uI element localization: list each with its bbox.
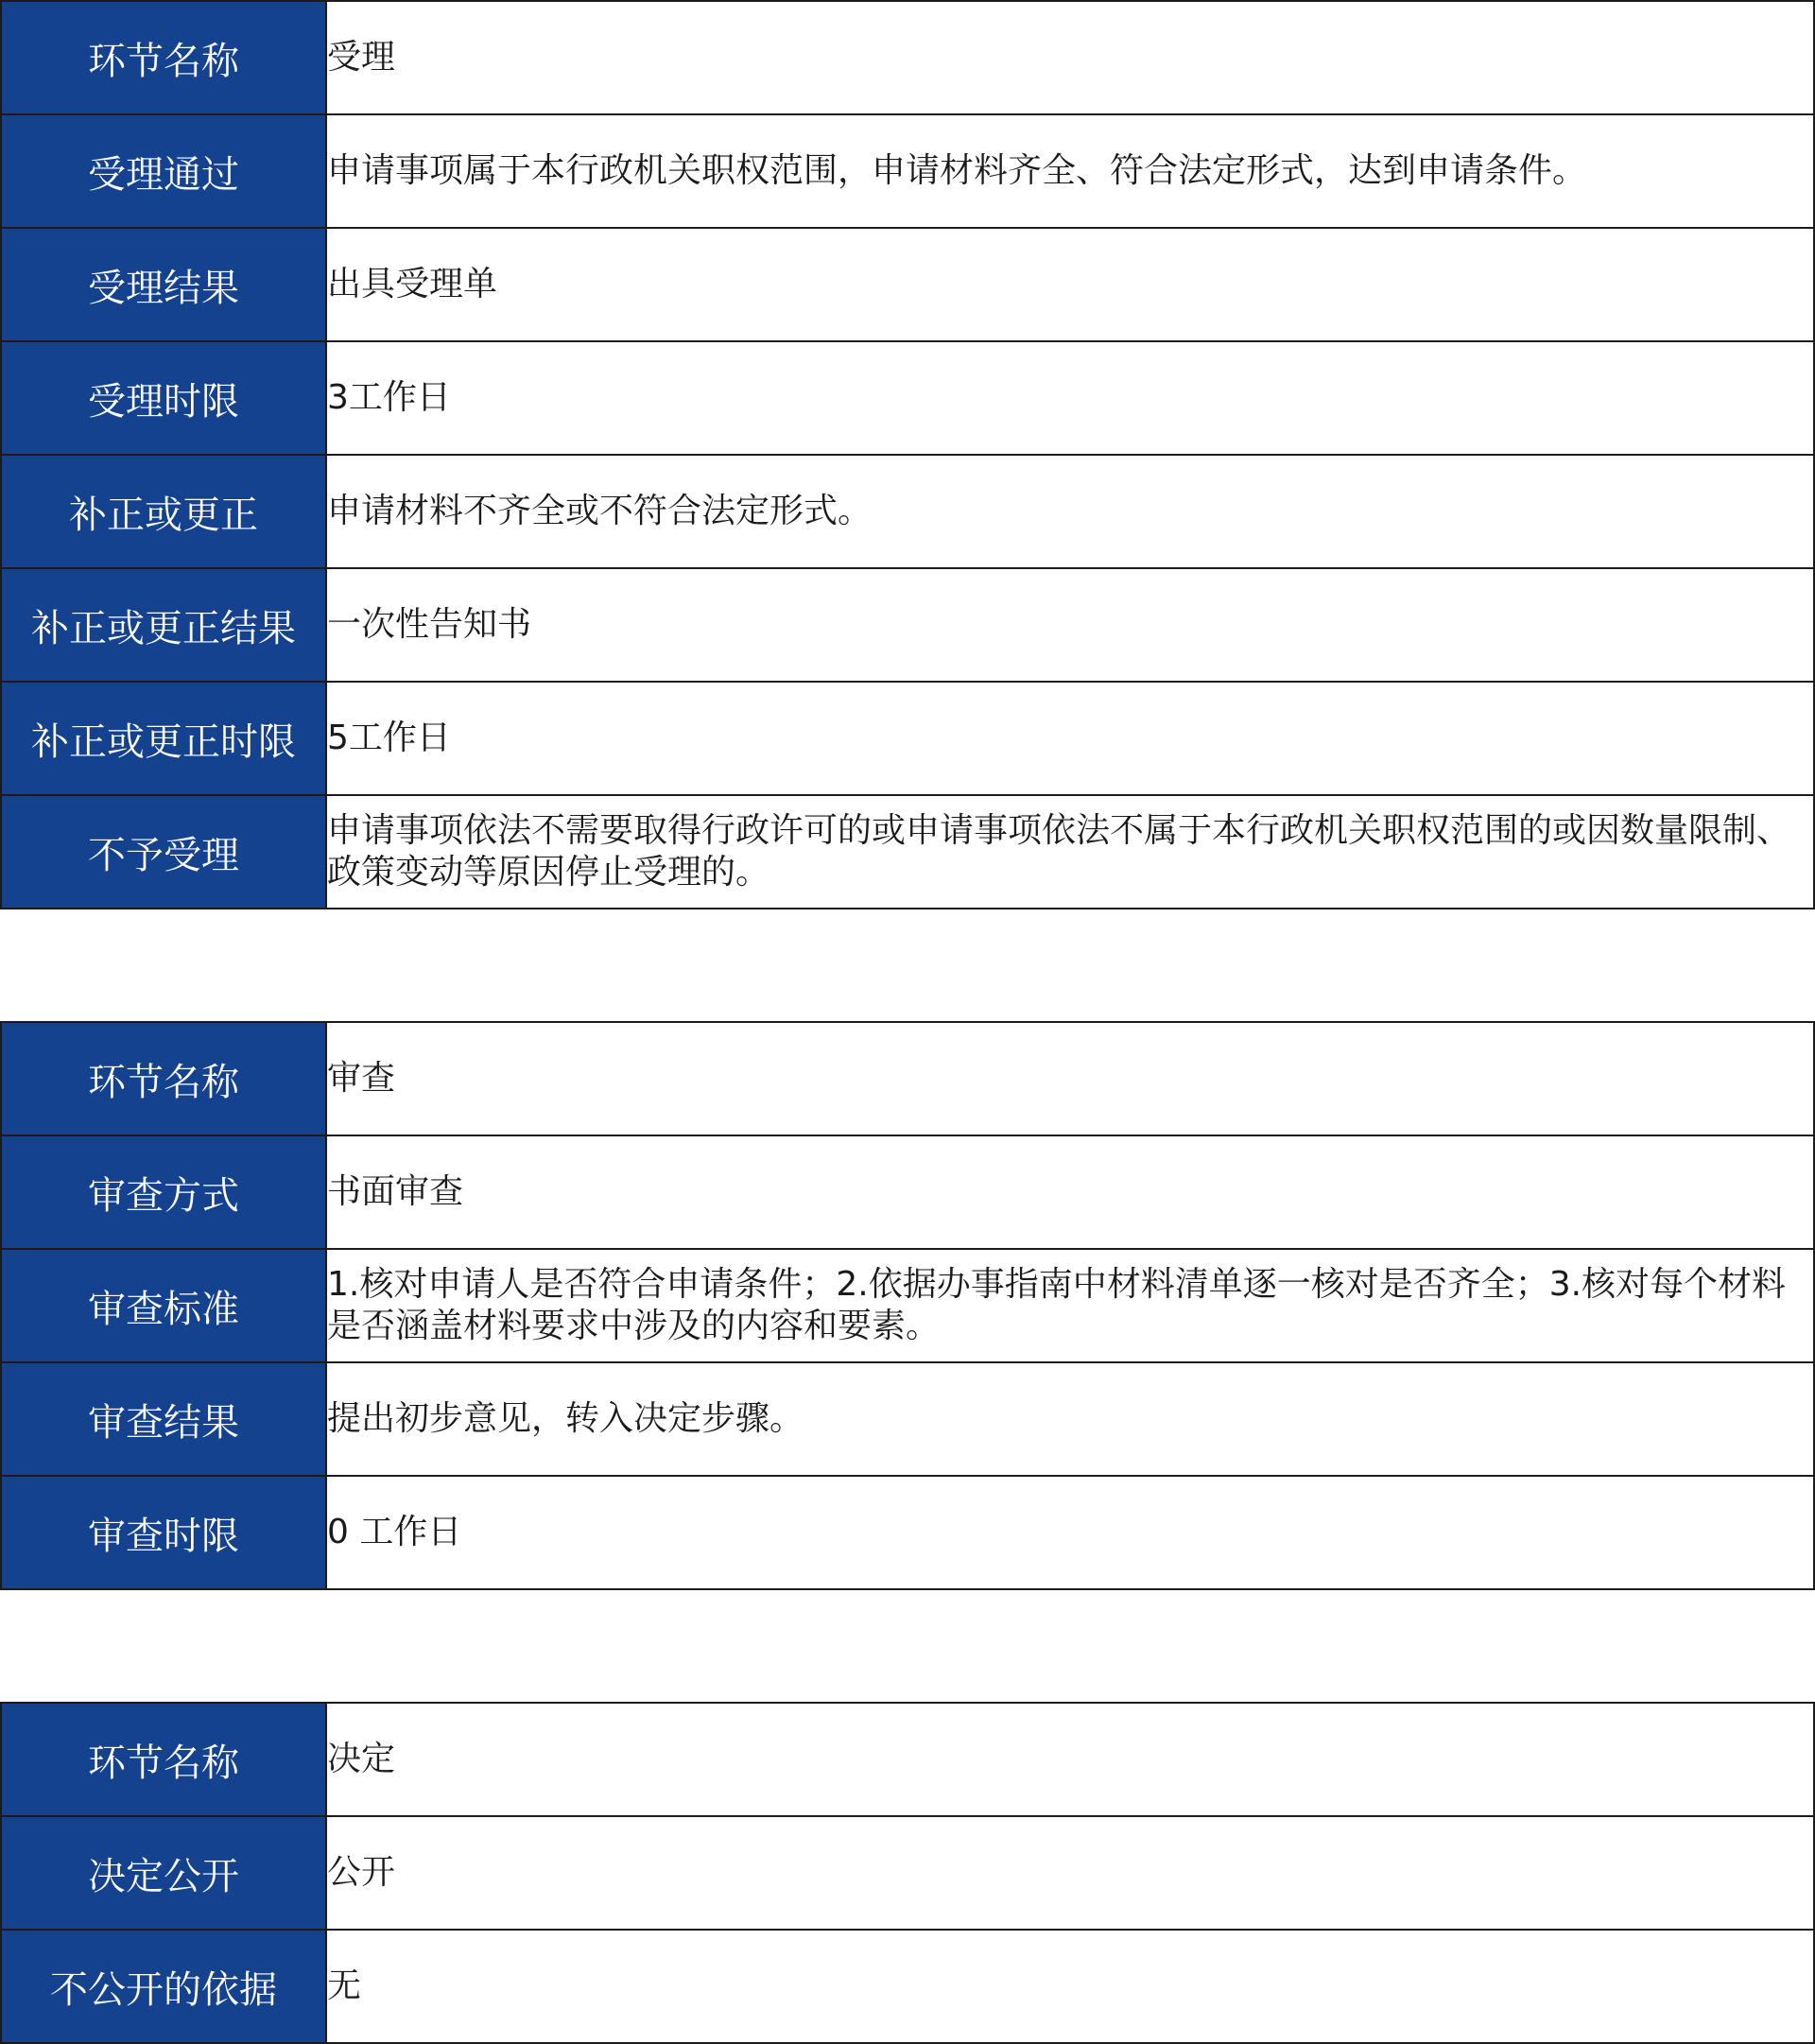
table-row [1, 455, 1814, 568]
row-label: 受理结果 [1, 228, 326, 341]
row-value: 申请材料不齐全或不符合法定形式。 [326, 455, 1814, 568]
table-row [1, 1022, 1814, 1135]
row-label: 补正或更正 [1, 455, 326, 568]
row-label: 决定公开 [1, 1816, 326, 1930]
row-label: 审查方式 [1, 1135, 326, 1249]
row-label: 环节名称 [1, 1, 326, 114]
table-row [1, 568, 1814, 682]
row-label: 补正或更正结果 [1, 568, 326, 682]
table-row [1, 682, 1814, 795]
row-label: 补正或更正时限 [1, 682, 326, 795]
row-label: 审查时限 [1, 1476, 326, 1589]
row-label: 受理时限 [1, 341, 326, 455]
row-label: 审查标准 [1, 1249, 326, 1362]
row-value: 一次性告知书 [326, 568, 1814, 682]
table-row [1, 228, 1814, 341]
row-value: 0 工作日 [326, 1476, 1814, 1589]
row-value: 无 [326, 1930, 1814, 2043]
table-row [1, 1, 1814, 114]
row-value: 3工作日 [326, 341, 1814, 455]
row-value: 决定 [326, 1703, 1814, 1816]
row-label: 不公开的依据 [1, 1930, 326, 2043]
row-value: 公开 [326, 1816, 1814, 1930]
row-label: 不予受理 [1, 795, 326, 909]
section-acceptance-table [0, 0, 1815, 909]
table-row [1, 1362, 1814, 1476]
row-value: 5工作日 [326, 682, 1814, 795]
table-row [1, 1476, 1814, 1589]
row-value: 1.核对申请人是否符合申请条件；2.依据办事指南中材料清单逐一核对是否齐全；3.核对每个材料是否涵盖材料要求中涉及的内容和要素。 [326, 1249, 1814, 1362]
table-row [1, 1816, 1814, 1930]
table-row [1, 1703, 1814, 1816]
table-row [1, 1135, 1814, 1249]
row-label: 受理通过 [1, 114, 326, 228]
row-label: 审查结果 [1, 1362, 326, 1476]
row-value: 书面审查 [326, 1135, 1814, 1249]
table-row [1, 341, 1814, 455]
table-row [1, 114, 1814, 228]
row-value: 受理 [326, 1, 1814, 114]
table-row [1, 1930, 1814, 2043]
section-review-table [0, 1021, 1815, 1590]
section-decision-table [0, 1702, 1815, 2044]
row-label: 环节名称 [1, 1703, 326, 1816]
row-value: 提出初步意见，转入决定步骤。 [326, 1362, 1814, 1476]
row-value: 申请事项依法不需要取得行政许可的或申请事项依法不属于本行政机关职权范围的或因数量限制、政策变动等原因停止受理的。 [326, 795, 1814, 909]
table-row [1, 795, 1814, 909]
row-value: 出具受理单 [326, 228, 1814, 341]
row-value: 申请事项属于本行政机关职权范围，申请材料齐全、符合法定形式，达到申请条件。 [326, 114, 1814, 228]
row-label: 环节名称 [1, 1022, 326, 1135]
row-value: 审查 [326, 1022, 1814, 1135]
table-row [1, 1249, 1814, 1362]
